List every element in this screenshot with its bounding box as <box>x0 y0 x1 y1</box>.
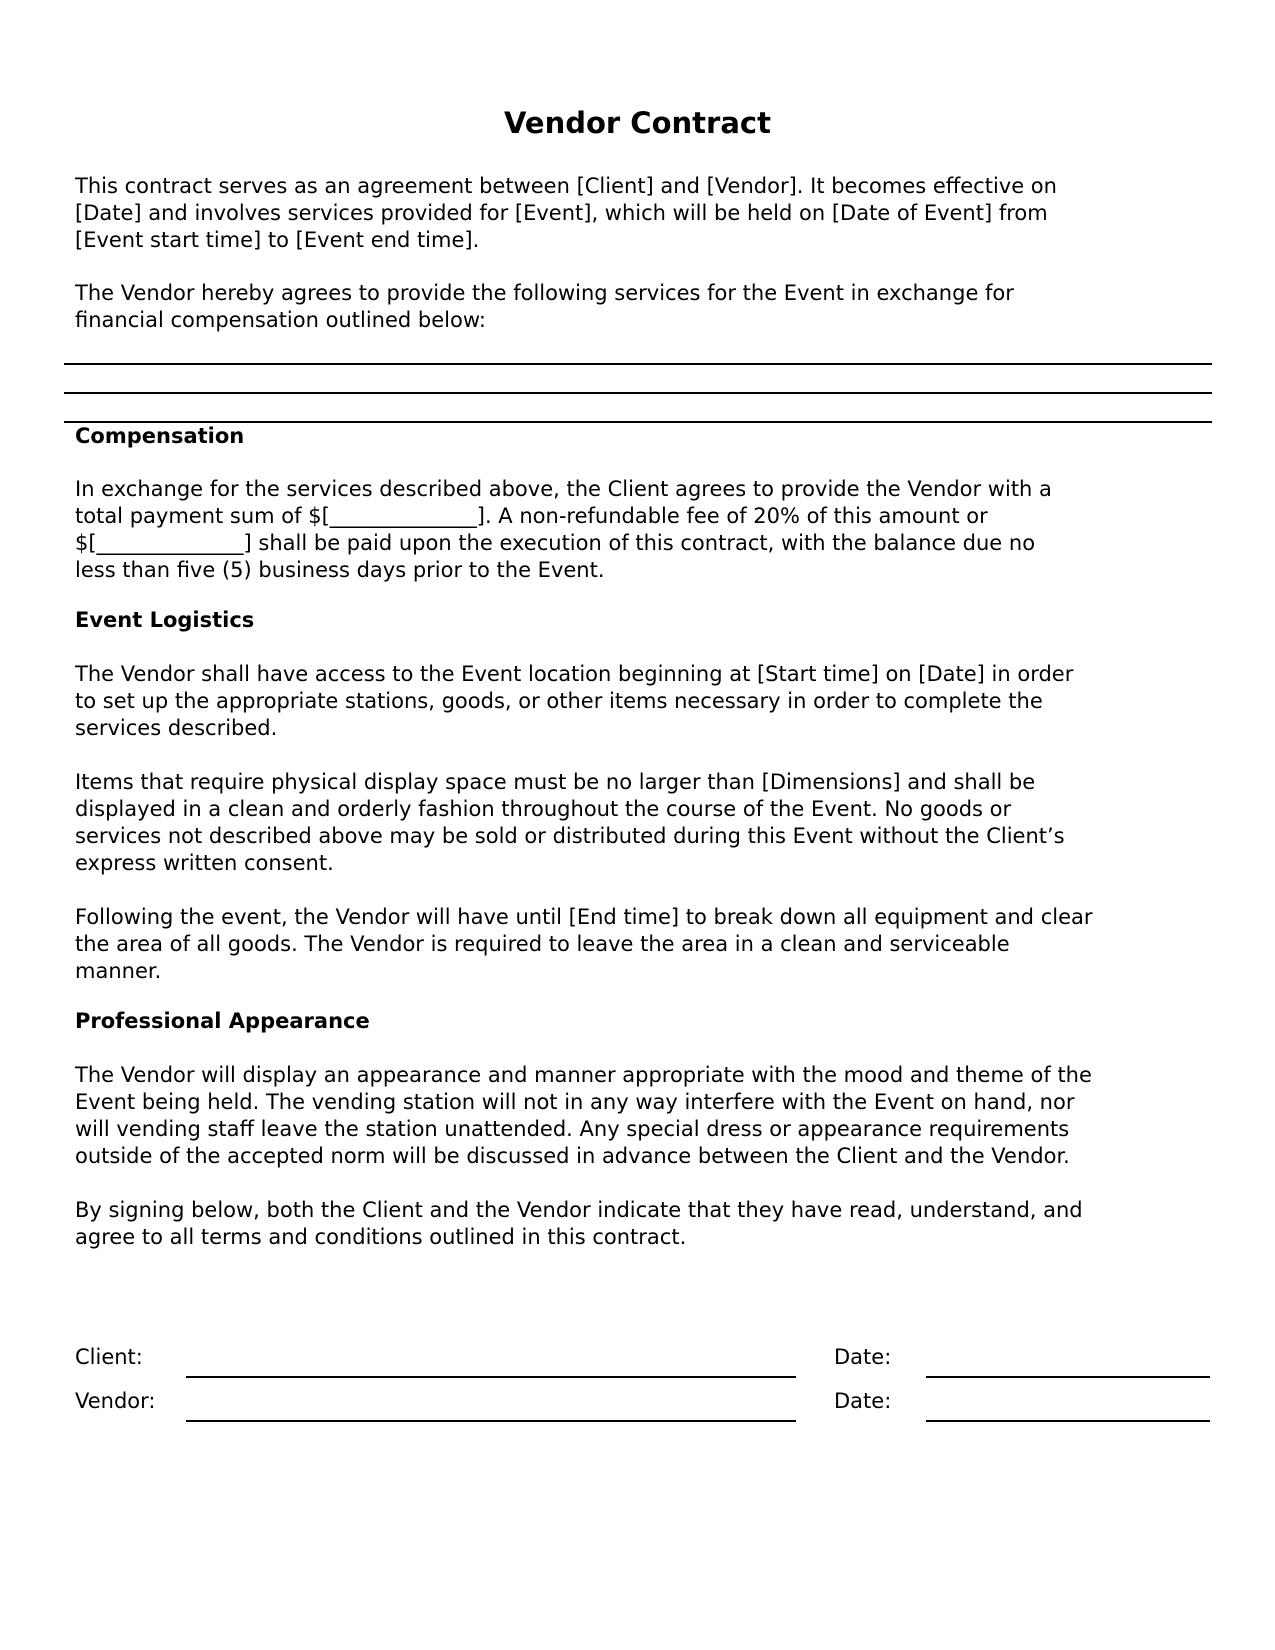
document-title: Vendor Contract <box>504 106 771 140</box>
text-line: $[______________] shall be paid upon the execution of this contract, with the balance due no <box>75 531 1036 555</box>
text-line: less than five (5) business days prior to the Event. <box>75 558 605 582</box>
client-label: Client: <box>75 1345 143 1369</box>
text-line: Items that require physical display space must be no larger than [Dimensions] and shall be <box>75 770 1036 794</box>
text-line: The Vendor hereby agrees to provide the following services for the Event in exchange for <box>75 281 1014 305</box>
text-line: [Date] and involves services provided for [Event], which will be held on [Date of Event] from <box>75 201 1048 225</box>
text-line: services not described above may be sold or distributed during this Event without the Client’s <box>75 824 1065 848</box>
text-line: Following the event, the Vendor will have until [End time] to break down all equipment and clear <box>75 905 1093 929</box>
services-fill-line-3[interactable] <box>64 421 1212 423</box>
client-signature-line[interactable] <box>186 1376 796 1378</box>
event-logistics-heading: Event Logistics <box>75 608 255 632</box>
text-line: outside of the accepted norm will be discussed in advance between the Client and the Vendor. <box>75 1144 1070 1168</box>
text-line: This contract serves as an agreement between [Client] and [Vendor]. It becomes effective on <box>75 174 1057 198</box>
text-line: total payment sum of $[______________]. A non-refundable fee of 20% of this amount or <box>75 504 988 528</box>
compensation-heading: Compensation <box>75 424 245 448</box>
vendor-label: Vendor: <box>75 1389 156 1413</box>
vendor-date-label: Date: <box>834 1389 892 1413</box>
text-line: express written consent. <box>75 851 334 875</box>
services-fill-line-1[interactable] <box>64 363 1212 365</box>
professional-appearance-heading: Professional Appearance <box>75 1009 370 1033</box>
text-line: agree to all terms and conditions outlined in this contract. <box>75 1225 687 1249</box>
text-line: will vending staff leave the station unattended. Any special dress or appearance requirements <box>75 1117 1070 1141</box>
client-date-label: Date: <box>834 1345 892 1369</box>
text-line: the area of all goods. The Vendor is required to leave the area in a clean and serviceable <box>75 932 1010 956</box>
text-line: In exchange for the services described above, the Client agrees to provide the Vendor with a <box>75 477 1052 501</box>
text-line: The Vendor will display an appearance and manner appropriate with the mood and theme of the <box>75 1063 1092 1087</box>
text-line: services described. <box>75 716 278 740</box>
text-line: The Vendor shall have access to the Event location beginning at [Start time] on [Date] in order <box>75 662 1074 686</box>
client-date-line[interactable] <box>926 1376 1210 1378</box>
text-line: financial compensation outlined below: <box>75 308 486 332</box>
text-line: Event being held. The vending station will not in any way interfere with the Event on hand, nor <box>75 1090 1075 1114</box>
text-line: By signing below, both the Client and the Vendor indicate that they have read, understand, and <box>75 1198 1083 1222</box>
text-line: [Event start time] to [Event end time]. <box>75 228 480 252</box>
vendor-signature-line[interactable] <box>186 1420 796 1422</box>
text-line: displayed in a clean and orderly fashion throughout the course of the Event. No goods or <box>75 797 1012 821</box>
text-line: to set up the appropriate stations, goods, or other items necessary in order to complete the <box>75 689 1043 713</box>
services-fill-line-2[interactable] <box>64 392 1212 394</box>
vendor-date-line[interactable] <box>926 1420 1210 1422</box>
text-line: manner. <box>75 959 162 983</box>
